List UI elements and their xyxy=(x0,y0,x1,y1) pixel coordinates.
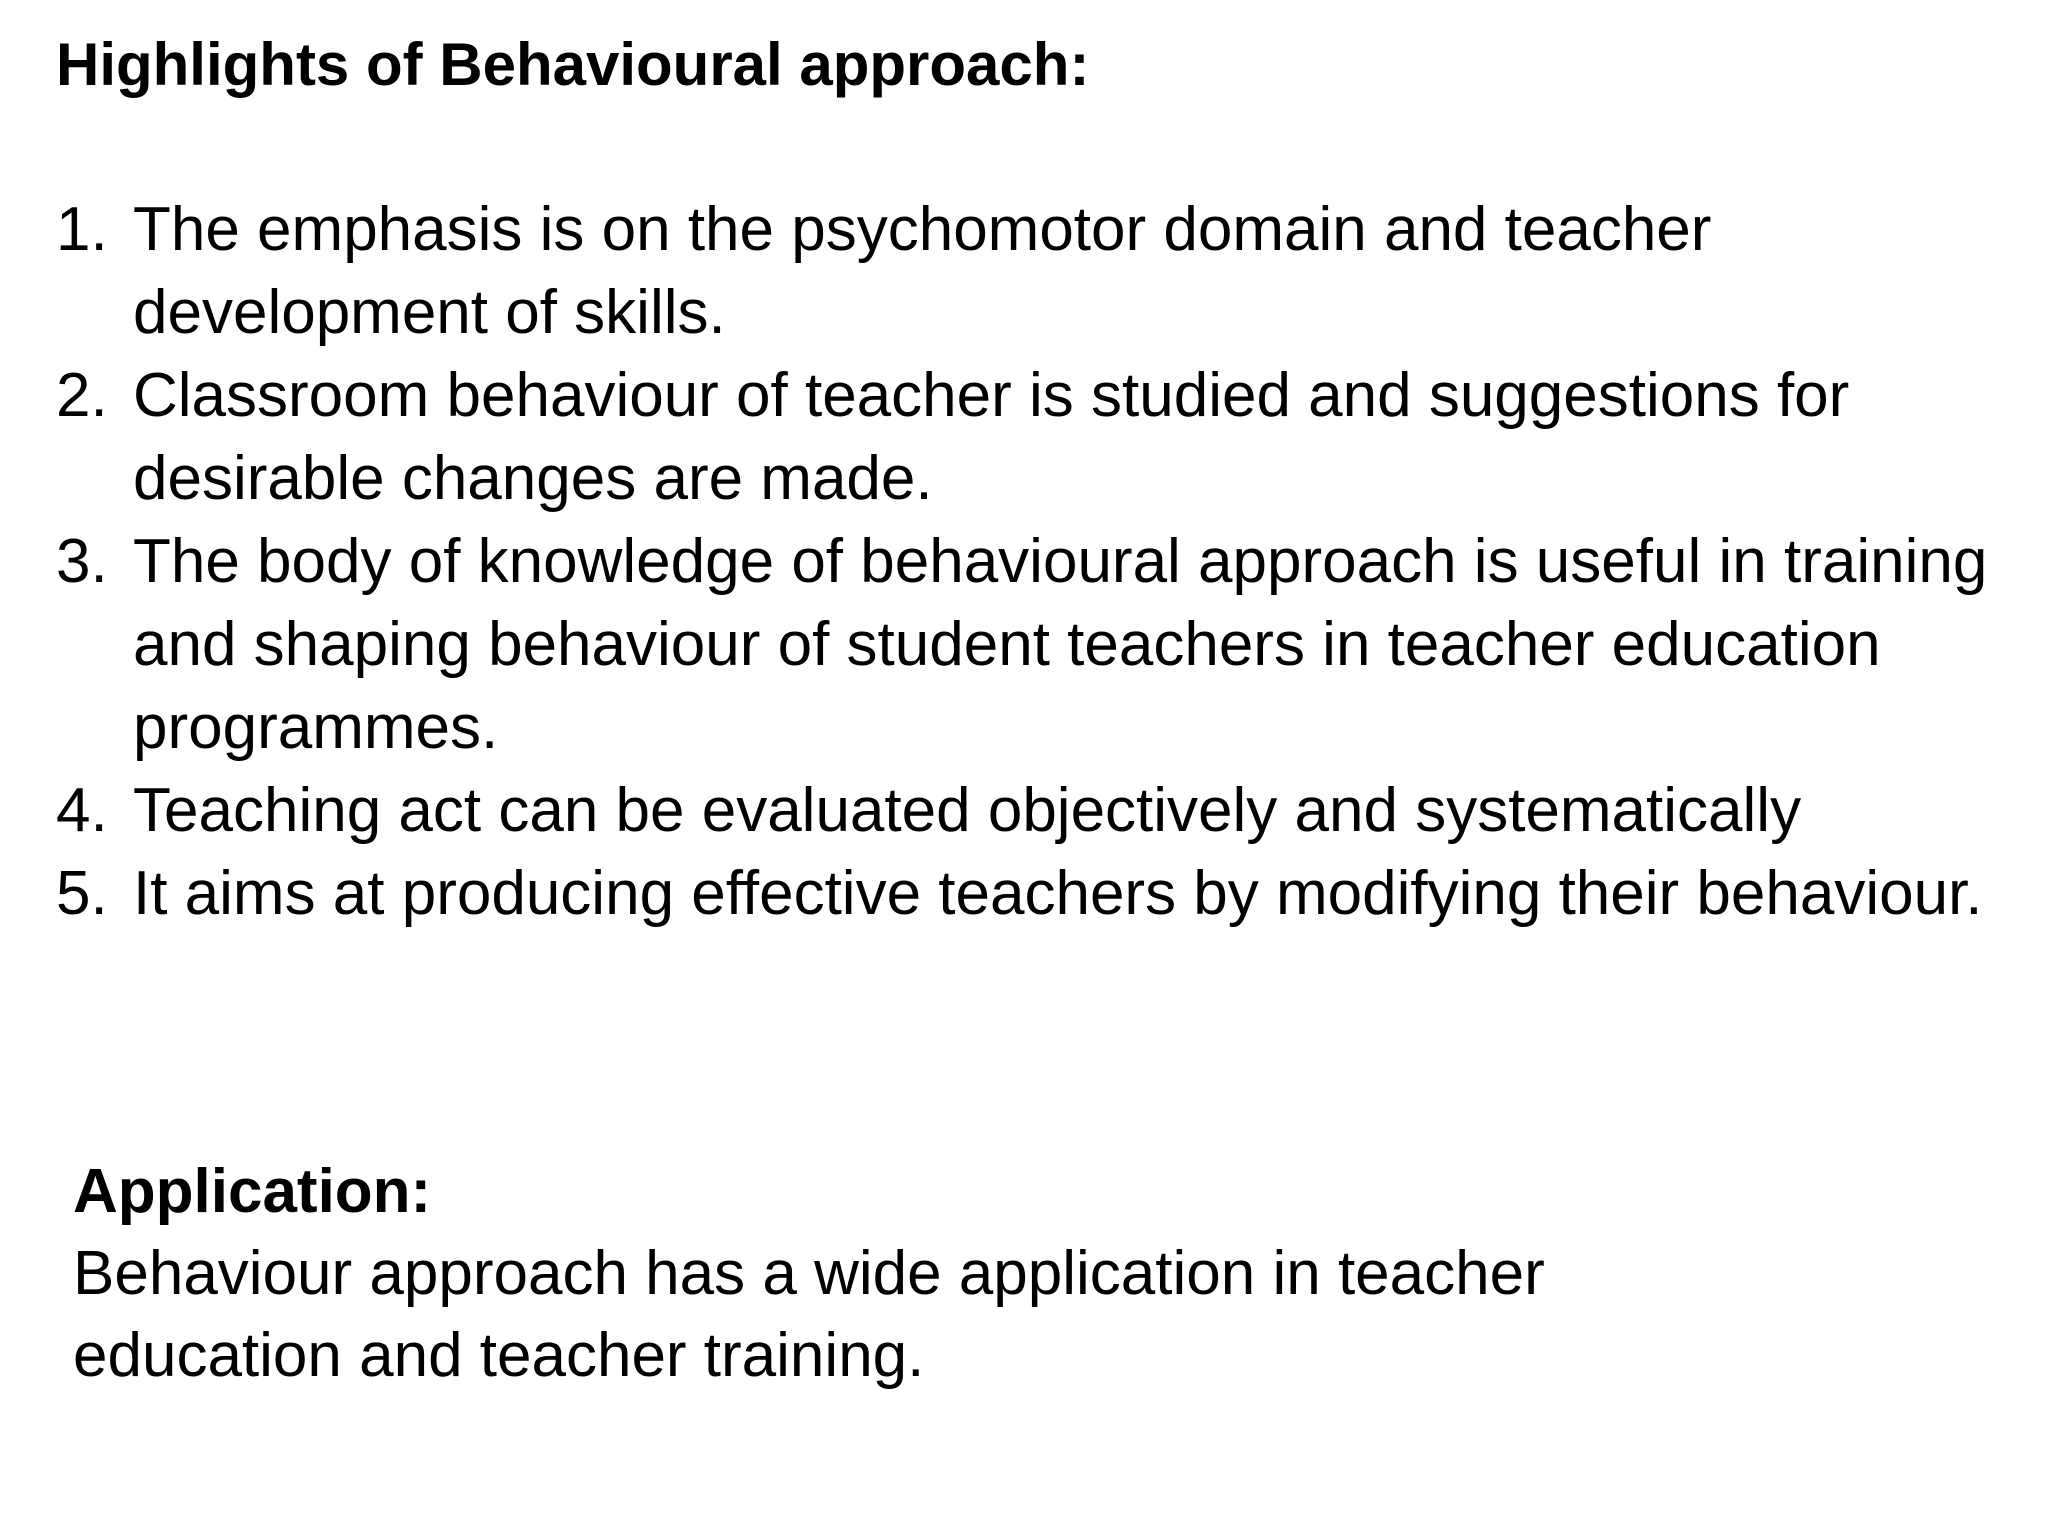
application-section xyxy=(73,1151,1973,1397)
item-number: 4. xyxy=(56,776,108,845)
item-text: The emphasis is on the psychomotor domain and teacher development of skills. xyxy=(133,195,1712,347)
highlight-item-4 xyxy=(56,769,2016,852)
highlight-item-5 xyxy=(56,852,2016,935)
item-number: 5. xyxy=(56,859,108,928)
application-heading: Application: xyxy=(73,1157,432,1226)
application-text: Behaviour approach has a wide application in teacher education and teacher training. xyxy=(73,1239,1545,1390)
item-text: It aims at producing effective teachers by modifying their behaviour. xyxy=(133,859,1983,928)
highlights-heading: Highlights of Behavioural approach: xyxy=(56,31,1090,98)
item-text: The body of knowledge of behavioural approach is useful in training and shaping behaviour of student teachers in teacher education programmes. xyxy=(133,527,1988,762)
item-text: Classroom behaviour of teacher is studied and suggestions for desirable changes are made. xyxy=(133,361,1850,513)
highlight-item-2 xyxy=(56,354,2016,520)
highlight-item-3 xyxy=(56,520,2016,769)
item-number: 2. xyxy=(56,361,108,430)
item-number: 3. xyxy=(56,527,108,596)
item-text: Teaching act can be evaluated objectively and systematically xyxy=(133,776,1802,845)
item-number: 1. xyxy=(56,195,108,264)
highlights-list xyxy=(56,188,2016,935)
highlight-item-1 xyxy=(56,188,2016,354)
